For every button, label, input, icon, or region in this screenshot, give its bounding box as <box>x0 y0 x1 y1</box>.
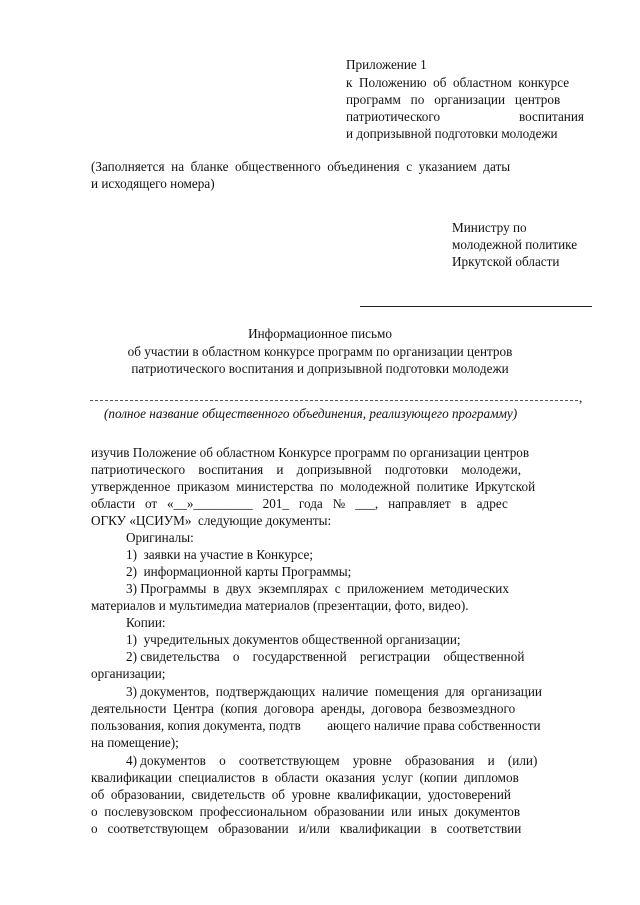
original-item-2: 2) информационной карты Программы; <box>126 564 352 579</box>
appendix-line-2: программ по организации центров <box>346 92 561 107</box>
appendix-line-3b: воспитания <box>519 109 584 124</box>
original-item-3-line-1: 3) Программы в двух экземплярах с приложением методических <box>126 581 509 596</box>
letter-subtitle-1: об участии в областном конкурсе программ по организации центров <box>127 344 513 359</box>
body-line-4: области от «__»_________ 201_ года № ___, направляет в адрес <box>91 496 508 511</box>
copy-item-2-line-2: организации; <box>91 666 166 681</box>
copy-item-3-line-2: деятельности Центра (копия договора аренды, договора безвозмездного <box>91 701 516 716</box>
body-line-3: утвержденное приказом министерства по молодежной политике Иркутской <box>91 479 536 494</box>
original-item-1: 1) заявки на участие в Конкурсе; <box>126 547 314 562</box>
body-line-1: изучив Положение об областном Конкурсе программ по организации центров <box>91 445 530 460</box>
organization-name-line <box>90 400 578 401</box>
body-line-5: ОГКУ «ЦСИУМ» следующие документы: <box>91 513 332 528</box>
copy-item-1: 1) учредительных документов общественной организации; <box>126 632 461 647</box>
addressee-line-2: молодежной политике <box>452 237 578 252</box>
copy-item-3-line-3: пользования, копия документа, подтв ающего наличие права собственности <box>91 718 541 733</box>
letter-title: Информационное письмо <box>248 326 392 341</box>
appendix-line-3a: патриотического <box>346 109 441 124</box>
copy-item-4-line-2: квалификации специалистов в области оказания услуг (копии дипломов <box>91 770 519 785</box>
original-item-3-line-2: материалов и мультимедиа материалов (презентации, фото, видео). <box>91 598 469 613</box>
organization-name-comma: , <box>579 390 583 405</box>
copy-item-4-line-3: об образовании, свидетельств об уровне квалификации, удостоверений <box>91 787 511 802</box>
addressee-line-1: Министру по <box>452 220 527 235</box>
copy-item-3-line-4: на помещение); <box>91 735 179 750</box>
appendix-line-1: к Положению об областном конкурсе <box>346 75 570 90</box>
copy-item-3-line-1: 3) документов, подтверждающих наличие помещения для организации <box>126 684 542 699</box>
copy-item-4-line-4: о послевузовском профессиональном образовании или иных документов <box>91 804 521 819</box>
fill-note-line-2: и исходящего номера) <box>91 176 215 191</box>
appendix-title: Приложение 1 <box>346 57 427 72</box>
signature-line <box>360 306 592 307</box>
originals-label: Оригиналы: <box>126 530 194 545</box>
copy-item-2-line-1: 2) свидетельства о государственной регистрации общественной <box>126 649 525 664</box>
letter-subtitle-2: патриотического воспитания и допризывной подготовки молодежи <box>131 361 509 376</box>
copies-label: Копии: <box>126 615 166 630</box>
copy-item-4-line-1: 4) документов о соответствующем уровне образования и (или) <box>126 753 538 768</box>
body-line-2: патриотического воспитания и допризывной подготовки молодежи, <box>91 462 521 477</box>
addressee-line-3: Иркутской области <box>452 254 560 269</box>
copy-item-4-line-5: о соответствующем образовании и/или квалификации в соответствии <box>91 821 522 836</box>
fill-note-line-1: (Заполняется на бланке общественного объединения с указанием даты <box>91 159 511 174</box>
appendix-line-4: и допризывной подготовки молодежи <box>346 126 558 141</box>
organization-name-hint: (полное название общественного объединения, реализующего программу) <box>104 406 518 421</box>
